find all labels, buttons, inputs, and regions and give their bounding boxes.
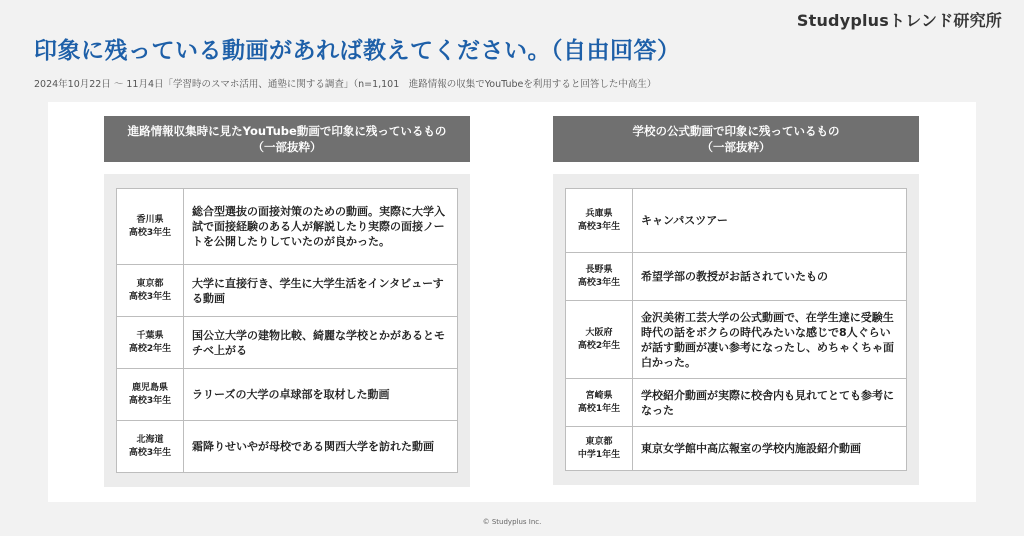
table-row	[117, 189, 458, 265]
official-response-table	[565, 188, 907, 471]
response-text: 学校紹介動画が実際に校舎内も見れてとても参考になった	[633, 379, 907, 427]
respondent-cell: 長野県 高校3年生	[566, 253, 633, 301]
response-text: 東京女学館中高広報室の学校内施設紹介動画	[633, 427, 907, 471]
respondent-cell: 大阪府 高校2年生	[566, 301, 633, 379]
copyright-footer: © Studyplus Inc.	[482, 518, 542, 526]
table-row	[117, 369, 458, 421]
response-text: 金沢美術工芸大学の公式動画で、在学生達に受験生時代の話をボクらの時代みたいな感じで8人ぐらいが話す動画が凄い参考になったし、めちゃくちゃ面白かった。	[633, 301, 907, 379]
respondent-cell: 兵庫県 高校3年生	[566, 189, 633, 253]
content-panel	[48, 102, 976, 502]
page-title: 印象に残っている動画があれば教えてください。（自由回答）	[34, 38, 681, 64]
youtube-section-header	[104, 116, 470, 162]
response-text: キャンパスツアー	[633, 189, 907, 253]
response-text: 霜降りせいやが母校である関西大学を訪れた動画	[184, 421, 458, 473]
table-row	[117, 265, 458, 317]
table-row	[117, 421, 458, 473]
youtube-header-line2: （一部抜粋）	[252, 140, 322, 154]
official-section-header	[553, 116, 919, 162]
youtube-response-box	[104, 174, 470, 487]
response-text: 国公立大学の建物比較、綺麗な学校とかがあるとモチベ上がる	[184, 317, 458, 369]
table-row	[566, 189, 907, 253]
table-row	[566, 301, 907, 379]
survey-subtitle: 2024年10月22日 〜 11月4日「学習時のスマホ活用、通塾に関する調査」（n=1,101 進路情報の収集でYouTubeを利用すると回答した中高生）	[34, 79, 657, 90]
response-text: ラリーズの大学の卓球部を取材した動画	[184, 369, 458, 421]
brand-logo: Studyplusトレンド研究所	[796, 11, 1002, 30]
response-text: 総合型選抜の面接対策のための動画。実際に大学入試で面接経験のある人が解説したり実際の面接ノートを公開したりしていたのが良かった。	[184, 189, 458, 265]
respondent-cell: 北海道 高校3年生	[117, 421, 184, 473]
respondent-cell: 宮崎県 高校1年生	[566, 379, 633, 427]
respondent-cell: 千葉県 高校2年生	[117, 317, 184, 369]
response-text: 大学に直接行き、学生に大学生活をインタビューする動画	[184, 265, 458, 317]
table-row	[566, 253, 907, 301]
official-header-line2: （一部抜粋）	[701, 140, 771, 154]
youtube-header-line1: 進路情報収集時に見たYouTube動画で印象に残っているもの	[127, 124, 447, 138]
youtube-section	[104, 116, 470, 487]
response-text: 希望学部の教授がお話されていたもの	[633, 253, 907, 301]
table-row	[566, 427, 907, 471]
table-row	[566, 379, 907, 427]
table-row	[117, 317, 458, 369]
respondent-cell: 東京都 中学1年生	[566, 427, 633, 471]
official-response-box	[553, 174, 919, 485]
official-header-line1: 学校の公式動画で印象に残っているもの	[632, 124, 840, 138]
respondent-cell: 鹿児島県 高校3年生	[117, 369, 184, 421]
official-video-section	[553, 116, 919, 485]
respondent-cell: 香川県 高校3年生	[117, 189, 184, 265]
youtube-response-table	[116, 188, 458, 473]
respondent-cell: 東京都 高校3年生	[117, 265, 184, 317]
